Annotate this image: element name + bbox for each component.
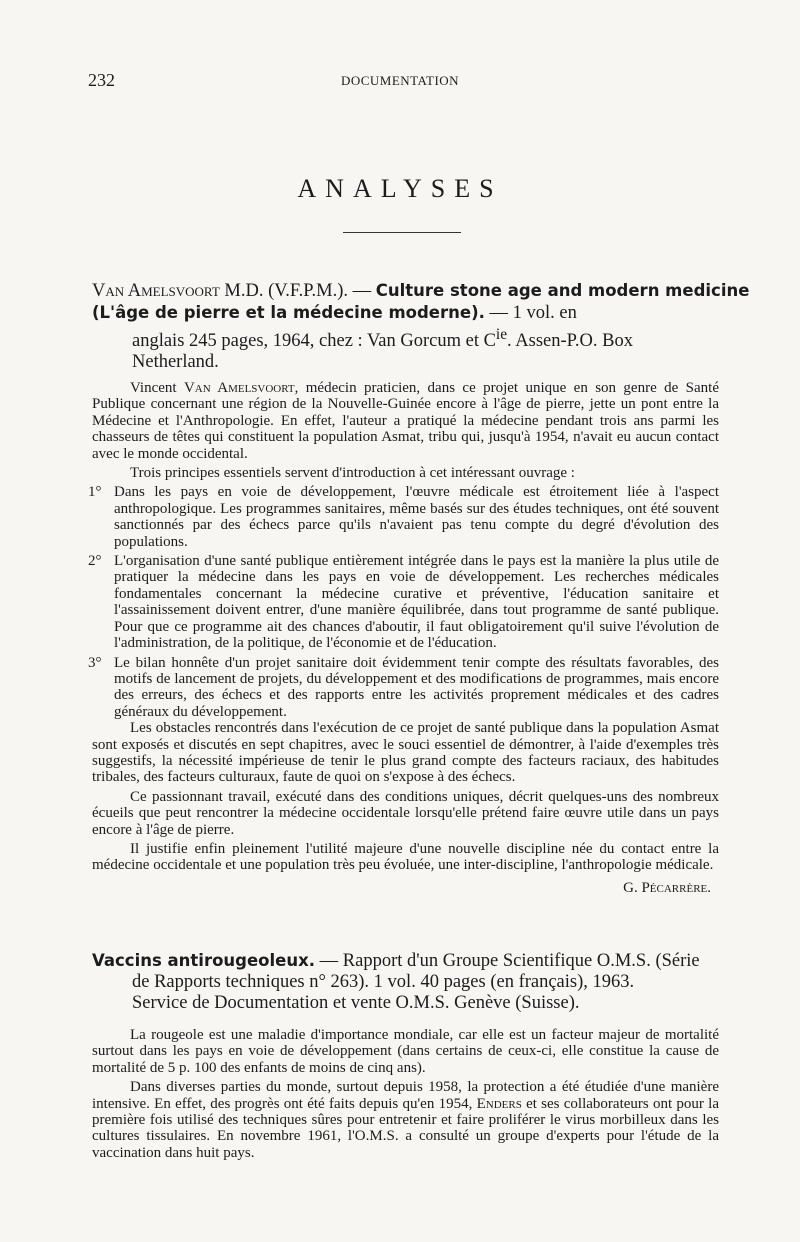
item-text: L'organisation d'une santé publique entièrement intégrée dans le pays est la manière la plus utile de pratiquer la médecine dans les pays en voie de développement. Les recherches médicales fondamentales concernant la médecine curative et préventive, l'éducation sanitaire et l'assainissement doivent entrer, d'une manière équilibrée, dans tout programme de santé publique. Pour que ce programme ait des chances d'aboutir, il faut obligatoirement qu'il suive l'évolution de l'administration, de la politique, de l'économie et de l'éducation. — [114, 553, 719, 652]
review1-para3: Les obstacles rencontrés dans l'exécution de ce projet de santé publique dans la population Asmat sont exposés et discutés en sept chapitres, avec le souci essentiel de démontrer, à l'aide d'exemples très suggestifs, la nécessité impérieuse de tenir le plus grand compte des facteurs raciaux, des habitudes tribales, des facteurs culturaux, faute de quoi on s'expose à des échecs. — [92, 720, 719, 786]
review1-pub-2: anglais 245 pages, 1964, chez : Van Gorcum et C — [132, 331, 496, 352]
review1-item-2 — [88, 553, 719, 652]
review1-title: Culture stone age and modern medicine (L'âge de pierre et la médecine moderne). — [92, 281, 750, 322]
page-number: 232 — [88, 70, 115, 90]
review1-para1 — [92, 380, 719, 462]
review1-item-3 — [88, 654, 719, 721]
review1-heading — [92, 280, 752, 373]
review1-author: Van Amelsvoort — [92, 281, 220, 301]
review2-para2-a: Dans diverses parties du monde, surtout depuis 1958, la protection a été étudiée d'une manière intensive. En effet, des progrès ont été faits depuis qu'en 1954, — [92, 1079, 719, 1112]
review1-para1-name: Van Amelsvoort — [183, 380, 295, 396]
review1-para1-b: , médecin praticien, dans ce projet unique en son genre de Santé Publique concernant une région de la Nouvelle-Guinée encore à l'âge de pierre, jette un pont entre la Médecine et l'Anthropologie. En effet, l'auteur a pratiqué la médecine pendant trois ans parmi les chasseurs de têtes qui constituent la population Asmat, tribu qui, jusqu'à 1954, n'avait eu aucun contact avec le monde occidental. — [92, 380, 719, 462]
review2-pub-1: — Rapport d'un Groupe Scientifique O.M.S. (Série — [315, 951, 700, 971]
review2-para2-b: et ses collaborateurs ont pour la première fois utilisé des techniques sûres pour entretenir et faire proliférer le virus morbilleux dans les cultures tissulaires. En novembre 1961, l'O.M.S. a consulté un groupe d'experts pour l'étude de la vaccination dans huit pays. — [92, 1095, 720, 1161]
review1-body — [88, 380, 719, 896]
review2-para2-name: Enders — [476, 1095, 522, 1112]
review2-heading — [92, 950, 752, 1014]
running-head: DOCUMENTATION — [340, 73, 460, 88]
item-number: 1° — [88, 484, 102, 501]
review1-pub-2-sup: ie — [495, 326, 508, 343]
review1-para4: Ce passionnant travail, exécuté dans des conditions uniques, décrit quelques-uns des nombreux écueils que peut rencontrer la médecine occidentale lorsqu'elle prétend faire œuvre utile dans un pays encore à l'âge de pierre. — [92, 788, 719, 838]
review2-para2 — [92, 1079, 719, 1161]
review1-para5: Il justifie enfin pleinement l'utilité majeure d'une nouvelle discipline née du contact entre la médecine occidentale et une population très peu évoluée, une inter-discipline, l'anthropologie médicale. — [92, 840, 719, 874]
review1-pub-3: . Assen-P.O. Box — [507, 331, 633, 352]
review1-para2: Trois principes essentiels servent d'introduction à cet intéressant ouvrage : — [130, 465, 575, 482]
title-rule — [343, 232, 461, 233]
review1-item-1 — [88, 484, 719, 550]
review1-para1-a: Vincent — [130, 380, 184, 396]
item-number: 3° — [88, 654, 102, 671]
section-title: ANALYSES — [297, 174, 503, 203]
review2-pub-3: Service de Documentation et vente O.M.S. Genève (Suisse). — [132, 993, 580, 1013]
item-text: Le bilan honnête d'un projet sanitaire doit évidemment tenir compte des résultats favorables, des motifs de lancement de projets, du développement et des modifications de programmes, mais encore des erreurs, des échecs et des rapports entre les activités proprement médicales et des cadres généraux du développement. — [114, 654, 719, 720]
item-number: 2° — [88, 553, 102, 570]
review2-body — [92, 1027, 719, 1161]
review1-signature: G. Pécarrère. — [623, 879, 711, 896]
review2-pub-2: de Rapports techniques n° 263). 1 vol. 40 pages (en français), 1963. — [132, 972, 635, 992]
item-text: Dans les pays en voie de développement, l'œuvre médicale est étroitement liée à l'aspect anthropologique. Les programmes sanitaires, même basés sur des études techniques, ont été souvent sanctionnés par des échecs parce qu'ils n'avaient pas tenu compte du degré d'évolution des populations. — [114, 484, 719, 550]
review1-pub-line-2 — [92, 324, 752, 352]
review2-title: Vaccins antirougeoleux. — [92, 951, 316, 970]
review2-para1: La rougeole est une maladie d'importance mondiale, car elle est un facteur majeur de mortalité surtout dans les pays en voie de développement (dans certains de ceux-ci, elle constitue la cause de mortalité de 5 p. 100 des enfants de moins de cinq ans). — [92, 1027, 719, 1076]
review1-author-credentials: M.D. (V.F.P.M.). — — [219, 281, 376, 301]
review1-pub-4: Netherland. — [132, 352, 219, 373]
review1-pub-1: — 1 vol. en — [484, 303, 577, 323]
